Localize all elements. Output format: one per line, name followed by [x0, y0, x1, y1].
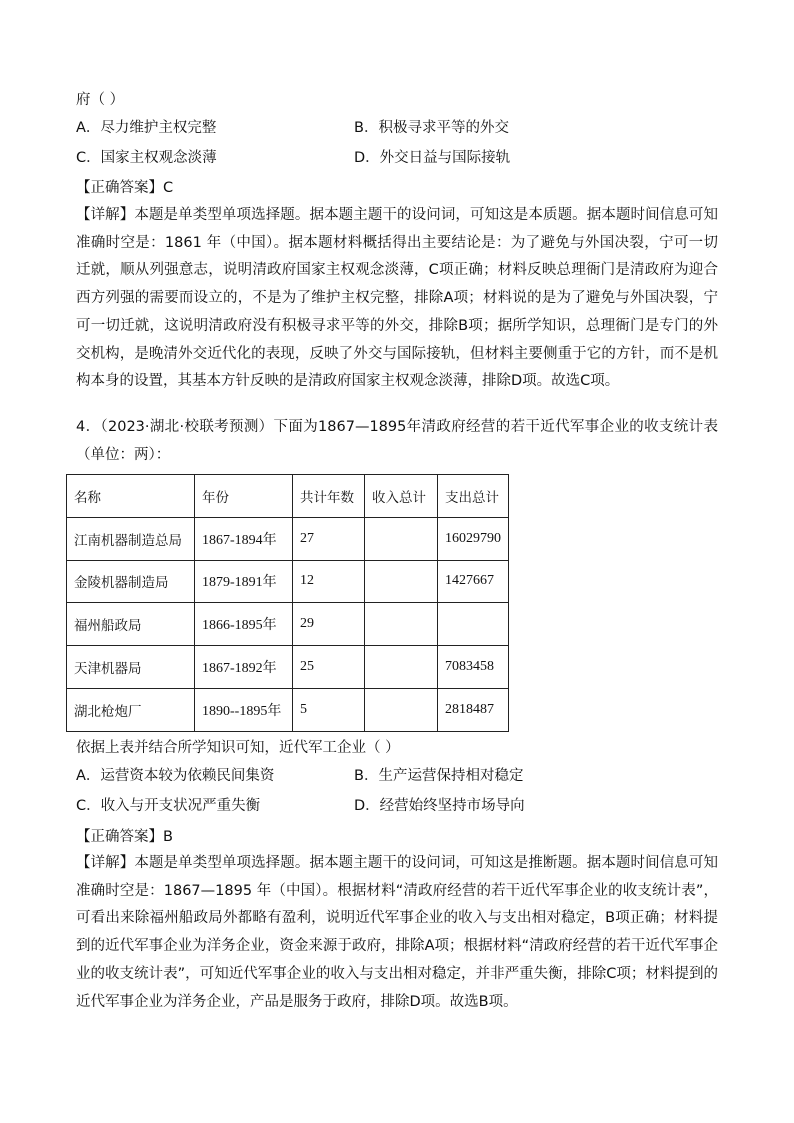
table-cell-name: 湖北枪炮厂	[67, 688, 195, 731]
table-cell-name: 江南机器制造总局	[67, 517, 195, 560]
q3-option-a: A．尽力维护主权完整	[76, 120, 217, 136]
table-header-cell: 收入总计	[365, 475, 438, 518]
table-cell-expense: 2818487	[438, 688, 509, 731]
q4-question: 依据上表并结合所学知识可知，近代军工企业（ ）	[76, 740, 400, 756]
q4-option-a: A．运营资本较为依赖民间集资	[76, 768, 275, 784]
table-cell-expense: 7083458	[438, 646, 509, 689]
q3-explanation: 【详解】本题是单类型单项选择题。据本题主题干的设问词，可知这是本质题。据本题时间信息可知准确时空是：1861 年（中国）。据本题材料概括得出主要结论是：为了避免与外国决裂，宁可一切迁就，顺从列强意志，说明清政府国家主权观念淡薄，C项正确；材料反映总理衙门是清政府为迎合西方列强的需要而设立的，不是为了维护主权完整，排除A项；材料说的是为了避免与外国决裂，宁可一切迁就，这说明清政府没有积极寻求平等的外交，排除B项；据所学知识，总理衙门是专门的外交机构，是晚清外交近代化的表现，反映了外交与国际接轨，但材料主要侧重于它的方针，而不是机构本身的设置，其基本方针反映的是清政府国家主权观念淡薄，排除D项。故选C项。	[76, 207, 718, 390]
table-row	[67, 688, 509, 731]
q3-options-row-2	[76, 147, 718, 169]
table-cell-name: 福州船政局	[67, 603, 195, 646]
q3-correct-answer: 【正确答案】C	[76, 180, 174, 196]
table-cell-count: 25	[293, 646, 365, 689]
table-cell-expense: 1427667	[438, 560, 509, 603]
q3-option-c: C．国家主权观念淡薄	[76, 150, 217, 166]
table-cell-count: 12	[293, 560, 365, 603]
table-cell-expense: 16029790	[438, 517, 509, 560]
table-cell-years: 1890--1895年	[195, 688, 293, 731]
table-row	[67, 603, 509, 646]
table-row	[67, 560, 509, 603]
q3-stem-tail: 府（ ）	[76, 92, 125, 108]
q3-option-d: D．外交日益与国际接轨	[354, 150, 511, 166]
q4-option-b: B．生产运营保持相对稳定	[354, 768, 524, 784]
table-cell-income	[365, 560, 438, 603]
table-row	[67, 517, 509, 560]
table-cell-count: 27	[293, 517, 365, 560]
table-header-row	[67, 475, 509, 518]
table-cell-years: 1867-1894年	[195, 517, 293, 560]
q4-explanation: 【详解】本题是单类型单项选择题。据本题主题干的设问词，可知这是推断题。据本题时间信息可知准确时空是：1867—1895 年（中国）。根据材料“清政府经营的若干近代军事企业的收支统计表”，可看出来除福州船政局外都略有盈利，说明近代军事企业的收入与支出相对稳定，B项正确；材料提到的近代军事企业为洋务企业，资金来源于政府，排除A项；根据材料“清政府经营的若干近代军事企业的收支统计表”，可知近代军事企业的收入与支出相对稳定，并非严重失衡，排除C项；材料提到的近代军事企业为洋务企业，产品是服务于政府，排除D项。故选B项。	[76, 855, 718, 1010]
q4-data-table	[66, 474, 509, 732]
table-cell-income	[365, 688, 438, 731]
q4-option-d: D．经营始终坚持市场导向	[354, 798, 525, 814]
table-cell-years: 1879-1891年	[195, 560, 293, 603]
table-header-cell: 支出总计	[438, 475, 509, 518]
table-cell-years: 1866-1895年	[195, 603, 293, 646]
q3-options-row-1	[76, 117, 718, 139]
q4-options-row-2	[76, 795, 718, 817]
q4-stem: 4．（2023·湖北·校联考预测）下面为1867—1895年清政府经营的若干近代军事企业的收支统计表（单位：两）：	[76, 419, 718, 463]
table-cell-years: 1867-1892年	[195, 646, 293, 689]
table-cell-income	[365, 517, 438, 560]
table-cell-expense	[438, 603, 509, 646]
table-cell-income	[365, 603, 438, 646]
table-cell-name: 天津机器局	[67, 646, 195, 689]
q4-option-c: C．收入与开支状况严重失衡	[76, 798, 261, 814]
q3-option-b: B．积极寻求平等的外交	[354, 120, 509, 136]
table-header-cell: 年份	[195, 475, 293, 518]
table-row	[67, 646, 509, 689]
table-cell-count: 29	[293, 603, 365, 646]
q4-options-row-1	[76, 765, 718, 787]
table-cell-count: 5	[293, 688, 365, 731]
table-header-cell: 名称	[67, 475, 195, 518]
table-header-cell: 共计年数	[293, 475, 365, 518]
table-cell-name: 金陵机器制造局	[67, 560, 195, 603]
q4-correct-answer: 【正确答案】B	[76, 829, 173, 845]
table-cell-income	[365, 646, 438, 689]
